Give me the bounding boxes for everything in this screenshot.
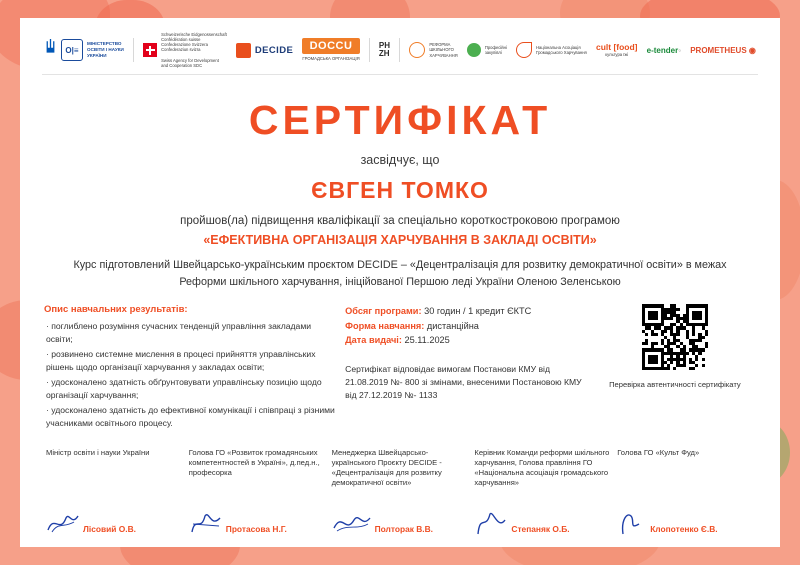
certifies-text: засвідчує, що (360, 153, 440, 167)
phzh-label: PH ZH (378, 41, 391, 58)
prometheus-logo (690, 46, 756, 55)
signature-person: Протасова Н.Г. (225, 524, 287, 535)
list-item: · удосконалено здатність до ефективної комунікації і співпраці з різними учасниками освітнього процесу. (46, 404, 335, 428)
professional-procurement-logo (467, 43, 507, 57)
cult-food-sublabel: культура їжі (605, 52, 629, 58)
cult-food-logo (596, 42, 638, 57)
signature-role: Голова ГО «Культ Фуд» (617, 447, 700, 457)
signature-role: Менеджерка Швейцарсько-українського Проєкту DECIDE - «Децентралізація для розвитку демократичної освіти» (331, 447, 442, 488)
compliance-note: Сертифікат відповідає вимогам Постанови КМУ від 21.08.2019 №- 800 зі змінами, внесеними Постановою КМУ від 27.12.2019 №- 1133 (345, 364, 582, 400)
signature-person: Лісовий О.В. (83, 524, 136, 535)
program-name: «ЕФЕКТИВНА ОРГАНІЗАЦІЯ ХАРЧУВАННЯ В ЗАКЛАДІ ОСВІТИ» (203, 233, 597, 247)
details-section (38, 304, 762, 431)
procurement-label: Професійні закупівлі (484, 44, 507, 55)
prometheus-label: PROMETHEUS ◉ (690, 45, 756, 55)
signature-person: Клопотенко Є.В. (650, 524, 718, 535)
page-title: СЕРТИФІКАТ (248, 97, 552, 143)
doccu-label: DOCCU (302, 38, 359, 54)
form-value: дистанційна (426, 320, 479, 331)
signature-role: Голова ГО «Розвиток громадянських компетентностей в Україні», д.пед.н., професорка (188, 447, 320, 478)
e-tender-logo (647, 46, 681, 55)
procurement-mark-icon (467, 43, 481, 57)
signature-ink (46, 510, 80, 536)
swiss-label: Schweizerische Eidgenossenschaft Confédération suisse Confederazione Svizzera Confederaziun svizra Swiss Agency for Development and Cooperation SDC (161, 31, 227, 69)
signature-block (46, 448, 183, 536)
list-item: · розвинено системне мислення в процесі прийняття управлінських рішень щодо організації харчування у закладах освіти; (46, 349, 316, 373)
list-item: · удосконалено здатність обґрунтовувати управлінську позицію щодо організації харчування; (46, 377, 322, 400)
swiss-cross-icon (143, 43, 157, 57)
decide-label: DECIDE (254, 44, 294, 56)
doccu-sublabel: ГРОМАДСЬКА ОРГАНІЗАЦІЯ (302, 56, 360, 62)
volume-value: 30 годин / 1 кредит ЄКТС (424, 306, 532, 317)
signatures-row (38, 448, 762, 536)
signature-ink (189, 510, 223, 536)
volume-row (345, 304, 584, 318)
decide-logo (236, 43, 293, 58)
list-item: · поглиблено розуміння сучасних тенденцій управління закладами освіти; (46, 321, 312, 345)
partner-logos-strip (38, 26, 762, 72)
signature-block (474, 448, 611, 536)
e-tender-label: e-tender◦ (646, 45, 682, 55)
date-value: 25.11.2025 (404, 334, 450, 345)
learning-results-column (44, 304, 335, 431)
national-association-logo (516, 42, 587, 58)
header-divider (42, 74, 758, 75)
preparation-note: Курс підготовлений Швейцарсько-українським проєктом DECIDE – «Децентралізація для розвитку демократичної освіти» в межах Реформи шкільного харчування, ініційованої Першою леді України Оленою Зеленською (73, 259, 727, 288)
divider (399, 38, 400, 62)
signature-block (332, 448, 469, 536)
signature-person: Степаняк О.Б. (511, 524, 570, 535)
swiss-confederation-logo (143, 32, 227, 69)
results-list (44, 320, 335, 429)
volume-label: Обсяг програми: (345, 306, 422, 317)
date-label: Дата видачі: (345, 334, 402, 345)
mon-badge-icon: О|≡ (61, 39, 83, 61)
signature-ink (474, 510, 508, 536)
association-label: Національна Асоціація Громадського Харчування (536, 44, 587, 55)
date-row (345, 333, 584, 347)
cult-food-label: cult [food] (595, 42, 638, 53)
form-row (345, 319, 584, 333)
divider (133, 38, 134, 62)
recipient-name: ЄВГЕН ТОМКО (311, 177, 489, 203)
school-meals-reform-logo (409, 42, 457, 58)
reform-label: РЕФОРМА ШКІЛЬНОГО ХАРЧУВАННЯ (429, 42, 458, 58)
divider (369, 38, 370, 62)
signature-person: Полторак В.В. (374, 524, 433, 535)
qr-code[interactable] (642, 304, 708, 370)
ministry-of-education-logo (44, 39, 124, 61)
results-heading: Опис навчальних результатів: (44, 304, 188, 316)
signature-role: Керівник Команди реформи шкільного харчування, Голова правління ГО «Національна асоціація громадського харчування» (474, 447, 610, 488)
verification-caption: Перевірка автентичності сертифікату (609, 380, 741, 390)
doccu-logo (302, 38, 359, 61)
program-details-column (345, 304, 584, 431)
association-mark-icon (516, 42, 532, 58)
reform-mark-icon (409, 42, 425, 58)
qualification-line: пройшов(ла) підвищення кваліфікації за спеціально короткостроковою програмою (180, 215, 620, 227)
signature-block (617, 448, 754, 536)
form-label: Форма навчання: (345, 320, 425, 331)
certificate-card (20, 18, 780, 547)
verification-column (594, 304, 756, 431)
decide-mark-icon (236, 43, 251, 58)
phzh-logo (379, 42, 390, 57)
signature-block (189, 448, 326, 536)
trident-icon (44, 39, 57, 61)
signature-ink (617, 510, 647, 536)
signature-role: Міністр освіти і науки України (46, 447, 150, 457)
signature-ink (332, 510, 372, 536)
ministry-label: МІНІСТЕРСТВО ОСВІТИ І НАУКИ УКРАЇНИ (87, 41, 124, 58)
